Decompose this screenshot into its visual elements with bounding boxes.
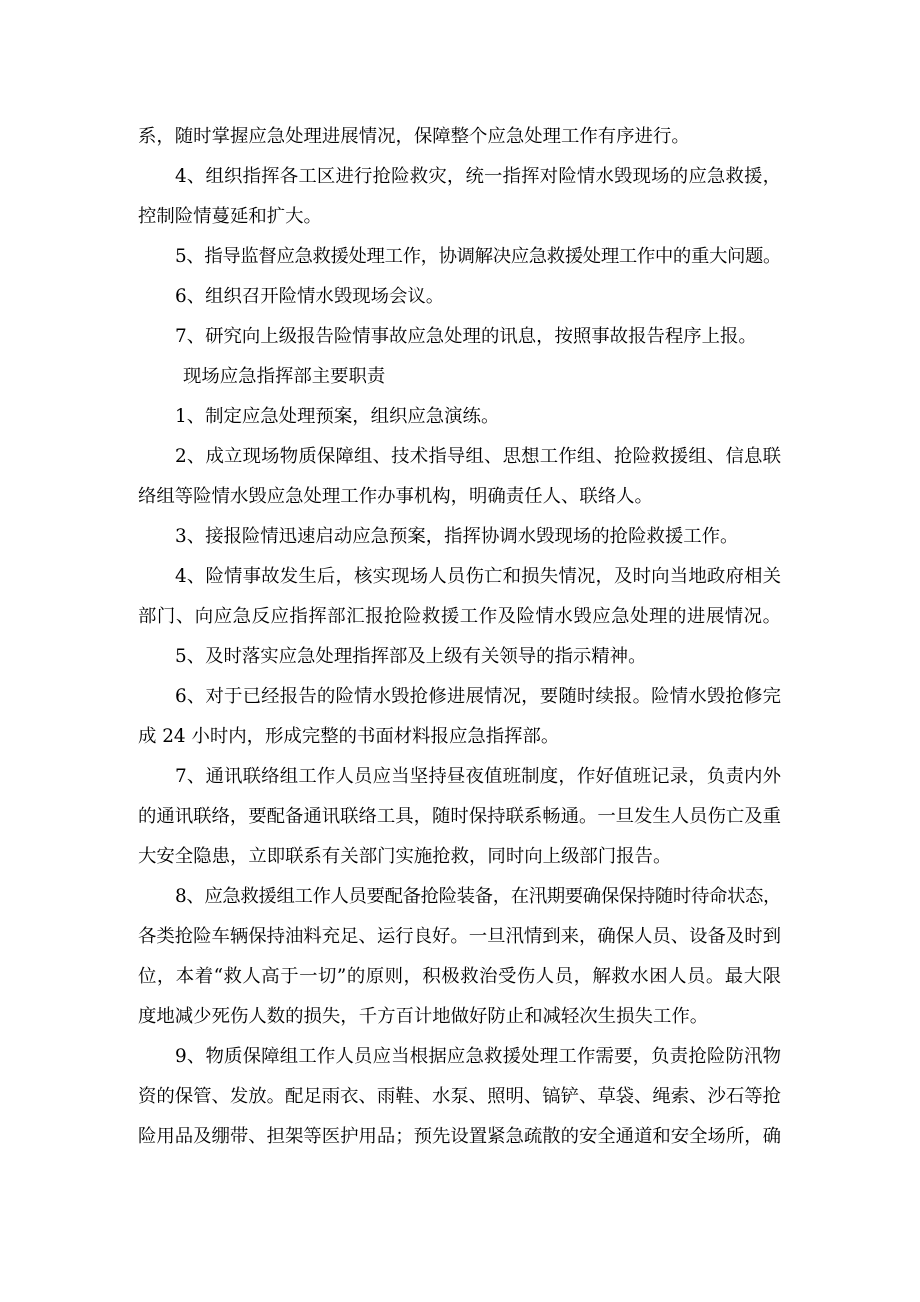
paragraph-line: 9、物质保障组工作人员应当根据应急救援处理工作需要，负责抢险防汛物 xyxy=(175,1046,781,1067)
paragraph-line: 5、及时落实应急处理指挥部及上级有关领导的指示精神。 xyxy=(175,646,647,667)
duty-item xyxy=(138,397,781,437)
duty-item xyxy=(138,757,781,877)
document-body xyxy=(138,117,781,1157)
paragraph-line: 8、应急救援组工作人员要配备抢险装备，在汛期要确保保持随时待命状态， xyxy=(175,886,781,907)
duty-item xyxy=(138,1037,781,1157)
paragraph-line: 部门、向应急反应指挥部汇报抢险救援工作及险情水毁应急处理的进展情况。 xyxy=(138,606,781,627)
paragraph-line: 大安全隐患，立即联系有关部门实施抢救，同时向上级部门报告。 xyxy=(138,846,672,867)
duty-item xyxy=(138,637,781,677)
paragraph-line: 系，随时掌握应急处理进展情况，保障整个应急处理工作有序进行。 xyxy=(138,126,690,147)
paragraph-line: 6、组织召开险情水毁现场会议。 xyxy=(175,286,445,307)
paragraph-line: 1、制定应急处理预案，组织应急演练。 xyxy=(175,406,500,427)
duty-item xyxy=(138,277,781,317)
paragraph-line: 络组等险情水毁应急处理工作办事机构，明确责任人、联络人。 xyxy=(138,486,653,507)
paragraph-line: 6、对于已经报告的险情水毁抢修进展情况，要随时续报。险情水毁抢修完 xyxy=(175,686,781,707)
section-heading: 现场应急指挥部主要职责 xyxy=(183,366,386,387)
paragraph-line: 控制险情蔓延和扩大。 xyxy=(138,206,322,227)
paragraph-line: 4、险情事故发生后，核实现场人员伤亡和损失情况，及时向当地政府相关 xyxy=(175,566,781,587)
paragraph-line: 2、成立现场物质保障组、技术指导组、思想工作组、抢险救援组、信息联 xyxy=(175,446,781,467)
duty-item xyxy=(138,157,781,237)
paragraph-line: 度地减少死伤人数的损失，千方百计地做好防止和减轻次生损失工作。 xyxy=(138,1006,709,1027)
duty-item xyxy=(138,677,781,757)
continued-paragraph xyxy=(138,117,781,157)
paragraph-line: 5、指导监督应急救援处理工作，协调解决应急救援处理工作中的重大问题。 xyxy=(175,246,781,267)
paragraph-line: 成 24 小时内，形成完整的书面材料报应急指挥部。 xyxy=(138,726,560,747)
paragraph-line: 7、通讯联络组工作人员应当坚持昼夜值班制度，作好值班记录，负责内外 xyxy=(175,766,781,787)
paragraph-line: 7、研究向上级报告险情事故应急处理的讯息，按照事故报告程序上报。 xyxy=(175,326,757,347)
paragraph-line: 位，本着“救人高于一切”的原则，积极救治受伤人员，解救水困人员。最大限 xyxy=(138,966,781,987)
duty-item xyxy=(138,317,781,357)
duty-item xyxy=(138,437,781,517)
paragraph-line: 险用品及绷带、担架等医护用品；预先设置紧急疏散的安全通道和安全场所，确 xyxy=(138,1126,781,1147)
paragraph-line: 的通讯联络，要配备通讯联络工具，随时保持联系畅通。一旦发生人员伤亡及重 xyxy=(138,806,781,827)
site-command-section xyxy=(138,357,781,1157)
duty-item xyxy=(138,877,781,1037)
duty-list xyxy=(138,157,781,357)
duty-item xyxy=(138,557,781,637)
paragraph-line: 4、组织指挥各工区进行抢险救灾，统一指挥对险情水毁现场的应急救援， xyxy=(175,166,781,187)
duty-item xyxy=(138,237,781,277)
paragraph-line: 3、接报险情迅速启动应急预案，指挥协调水毁现场的抢险救援工作。 xyxy=(175,526,739,547)
paragraph-line: 各类抢险车辆保持油料充足、运行良好。一旦汛情到来，确保人员、设备及时到 xyxy=(138,926,781,947)
duty-item xyxy=(138,517,781,557)
paragraph-line: 资的保管、发放。配足雨衣、雨鞋、水泵、照明、镐铲、草袋、绳索、沙石等抢 xyxy=(138,1086,781,1107)
